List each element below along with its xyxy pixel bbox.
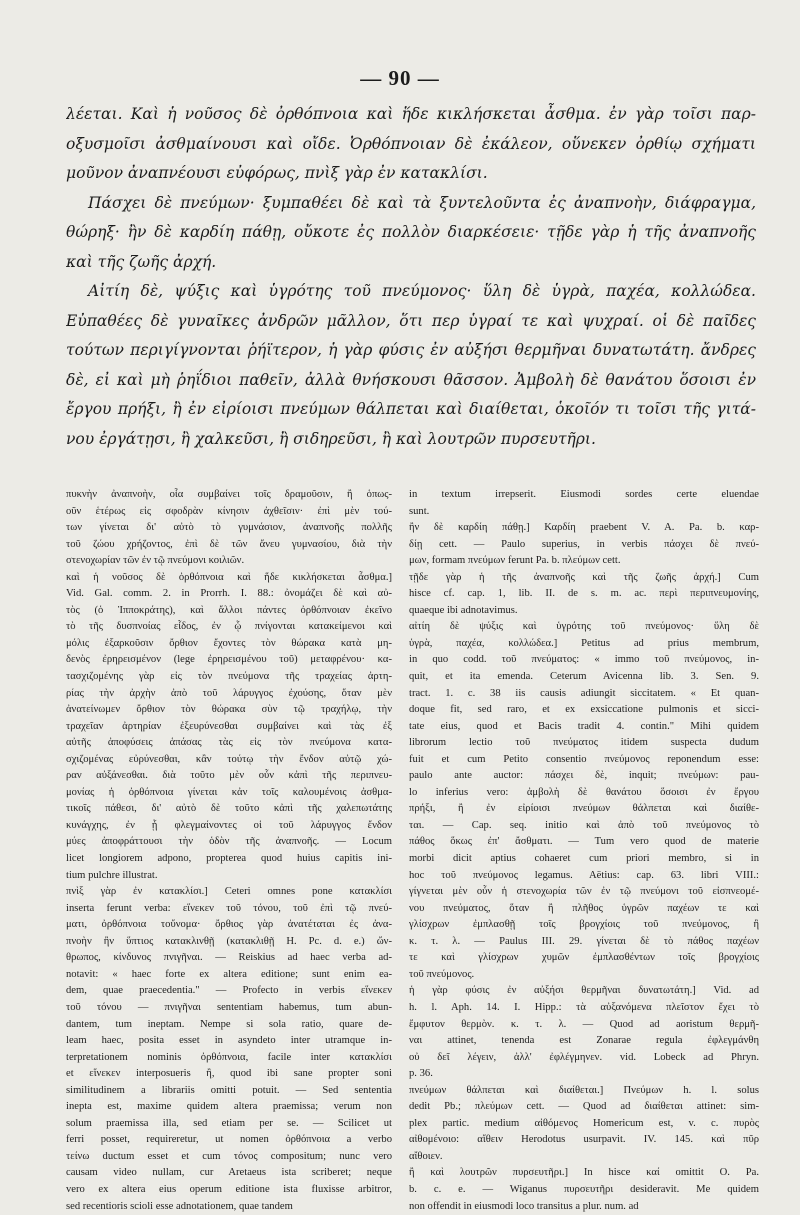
footnote-line: tract. 1. c. 38 iis causis adiungit siccitatem. « Et quan- — [409, 687, 759, 699]
footnote-line: τοῦ ζώου χρήζοντος, ἐπὶ δὲ τῶν ἄνευ γυμνασίου, διὰ τὴν — [66, 538, 392, 550]
footnote-line: Vid. Gal. comm. 2. in Prorrh. I. 88.: ὀνομάζει δὲ καὶ αὐ- — [66, 588, 392, 600]
footnote-line: notavit: « haec forte ex altera editione; sunt enim ea- — [66, 968, 392, 980]
footnote-line: dedit Pb.; πλεύμων cett. — Quod ad διαίθεται attinet: sim- — [409, 1101, 759, 1113]
footnote-line: ματι, ὀρθόπνοια τοὔνομα· ὄρθιος γὰρ ἀνατέταται ἐς ἀνα- — [66, 919, 392, 931]
footnote-line: quit, et ita emenda. Ceterum Avicenna lib. 3. Sen. 9. — [409, 671, 759, 683]
footnote-line: vero ex altera eius operum editione ista fluxisse arbitror, — [66, 1183, 392, 1195]
footnote-line: in textum irrepserit. Eiusmodi sordes certe eluendae — [409, 489, 759, 500]
footnote-line: dantem, tum ineptam. Nempe si sola ratio, quare de- — [66, 1018, 392, 1030]
footnote-line: tium pulchre illustrat. — [66, 869, 158, 881]
footnote-line: ὑγρὰ, παχέα, κολλώδεα.] Petitus ad prius membrum, — [409, 637, 759, 649]
footnote-line: μύες ἀποφράττουσι τὴν ὁδὸν τῆς ἀναπνοῆς. — Locum — [66, 836, 392, 848]
footnote-line: solum praemissa illa, sed etiam per se. — Scilicet ut — [66, 1117, 392, 1129]
footnote-line: ται. — Cap. seq. initio καὶ ἀπὸ τοῦ πνεύμονος τὸ — [409, 819, 759, 831]
footnote-line: p. 36. — [409, 1068, 433, 1080]
main-text-line: ἔργου πρήξι, ἢ ἐν εἰρίοισι πνεύμων θάλπεται καὶ διαίθεται, ὁκοῖόν τι τοῖσι τῆς γιτά- — [66, 400, 756, 418]
footnote-line: ἢ καὶ λουτρῶν πυρσευτῆρι.] In hisce καί omittit O. Pa. — [409, 1167, 759, 1179]
footnotes-right-column — [409, 487, 759, 1215]
footnote-line: licet longiorem adpono, propterea quod huius capitis ini- — [66, 853, 392, 865]
footnote-line: h. l. Aph. 14. I. Hipp.: τὰ αὐξανόμενα πλεῖστον ἔχει τὸ — [409, 1001, 759, 1013]
footnote-line: ρίας τὴν ἀρχὴν ἀπὸ τοῦ λάρυγγος ἐχούσης, ὅταν μὲν — [66, 687, 392, 699]
footnote-line: μονίας ἡ ὀρθόπνοια γίνεται κἀν τοῖς καλουμένοις ἀσθμα- — [66, 786, 392, 798]
footnote-line: τοῦ τόνου — πνιγῆναι sententiam habemus, tum abun- — [66, 1001, 392, 1013]
footnote-line: terpretationem nominis ὀρθόπνοια, facile inter κατακλίσι — [66, 1051, 392, 1063]
footnote-line: πυκνὴν ἀναπνοὴν, οἷα συμβαίνει τοῖς δραμοῦσιν, ἢ ὁπως- — [66, 489, 392, 500]
page-number: — 90 — — [360, 66, 440, 90]
main-text-line: Εὐπαθέες δὲ γυναῖκες ἀνδρῶν μᾶλλον, ὅτι περ ὑγραί τε καὶ ψυχραί. οἱ δὲ παῖδες — [66, 311, 756, 330]
footnote-line: κ. τ. λ. — Paulus III. 29. γίνεται δὲ τὸ πάθος παχέων — [409, 935, 759, 947]
footnote-line: πάθος ὅκως ἐπ' ἄσθματι. — Tum vero quod de materie — [409, 836, 759, 848]
footnote-line: ἔμφυτον θερμὸν. κ. τ. λ. — Quod ad aoristum θερμῆ- — [409, 1018, 759, 1030]
footnote-line: sed recentioris scioli esse adnotationem, quae tandem — [66, 1200, 293, 1212]
footnote-line: τικοῖς πάθεσι, δι' αὐτὸ δὲ τοῦτο κἀπὶ τῆς χαλεπωτάτης — [66, 803, 392, 815]
footnote-line: ραν αὐξάνεσθαι. διὰ τοῦτο μὲν οὖν κἀπὶ τῆς περιπνευ- — [66, 770, 392, 782]
footnote-line: δίῃ cett. — Paulo superius, in verbis πάσχει δὲ πνεύ- — [409, 538, 759, 550]
footnote-line: των γίνεται δι' αὐτὸ τὸ γυμνάσιον, ἀναπνοῆς πολλῆς — [66, 522, 392, 534]
footnote-line: inepta est, maxime quidem altera praemissa; verum non — [66, 1101, 392, 1113]
footnote-line: ἢν δὲ καρδίη πάθῃ.] Καρδίη praebent V. A. Pa. b. καρ- — [409, 522, 759, 534]
main-text-line: Πάσχει δὲ πνεύμων· ξυμπαθέει δὲ καὶ τὰ ξυντελοῦντα ἐς ἀναπνοὴν, διάφραγμα, — [88, 193, 756, 212]
footnote-line: τῇδε γὰρ ἡ τῆς ἀναπνοῆς καὶ τῆς ζωῆς ἀρχή.] Cum — [409, 571, 759, 583]
footnote-line: b. c. e. — Wiganus πυρσευτῆρι desideravit. Me quidem — [409, 1183, 759, 1195]
footnote-line: στενοχωρίαν τῶν ἐν τῷ πνεύμονι κοιλιῶν. — [66, 555, 245, 567]
footnote-line: γλίσχρων ἐμπλασθῇ τοῖς βρογχίοις τοῦ πνεύμονος, ἢ — [409, 919, 759, 931]
footnote-line: causam video nullam, cur Aretaeus ista scriberet; neque — [66, 1167, 392, 1179]
footnote-line: αἰθομένοιο: αἴθειν Herodotus usurpavit. IV. 145. καὶ πῦρ — [409, 1134, 759, 1146]
footnotes-left-column — [66, 487, 392, 1215]
footnote-line: hoc τοῦ πνεύμονος legamus. Aëtius: cap. 63. libri VIII.: — [409, 869, 759, 881]
footnote-line: paulo ante auctor: πάσχει δὲ, inquit; πνεύμων: pau- — [409, 770, 759, 782]
footnote-line: τε καὶ γλίσχρων χυμῶν ἐμπλασθέντων τοῖς βρογχίοις — [409, 952, 759, 964]
footnote-line: αἰτίη δὲ ψύξις καὶ ὑγρότης τοῦ πνεύμονος· ὕλη δὲ — [409, 621, 759, 633]
main-text-line: οξυσμοῖσι ἀσθμαίνουσι καὶ οἴδε. Ὀρθόπνοιαν δὲ ἐκάλεον, οὕνεκεν ὀρθίῳ σχήματι — [66, 134, 756, 153]
footnote-line: morbi dicit aptius cohaeret cum priori membro, si in — [409, 853, 759, 865]
footnote-line: ναι attinet, tenenda est Zonarae regula ἐφλεγμάνθη — [409, 1035, 759, 1047]
footnote-line: γίγνεται μὲν οὖν ἡ στενοχωρία τῶν ἐν τῷ πνεύμονι τοῦ εἰσπνεομέ- — [409, 886, 759, 898]
footnote-line: δενὸς ἐρηρεισμένον (lege ἐρηρεισμένου τοῦ) μεταφρένου· κα- — [66, 654, 392, 666]
footnote-line: μόλις ἐξαρκοῦσιν ὄρθιον ἔχοντες τὸν θώρακα κατὰ μη- — [66, 637, 392, 649]
footnote-line: αὐτῆς ἀποφύσεις ἁπάσας τὰς εἰς τὸν πνεύμονα κατα- — [66, 737, 392, 749]
main-text — [66, 100, 756, 454]
footnote-line: κυνάγχης, ἐν ᾗ φλεγμαίνοντες οἱ τοῦ λάρυγγος ἔνδον — [66, 819, 392, 831]
footnote-line: σχιζομένας εὐρύνεσθαι, κἂν τούτῳ τὴν ἔνδον αὐτῷ χώ- — [66, 753, 392, 765]
footnote-line: non offendit in eiusmodi loco transitus a plur. num. ad — [409, 1200, 639, 1212]
main-text-line: λέεται. Καὶ ἡ νοῦσος δὲ ὀρθόπνοια καὶ ἥδε κικλήσκεται ἆσθμα. ἐν γὰρ τοῖσι παρ- — [66, 105, 756, 123]
main-text-line: Αἰτίη δὲ, ψύξις καὶ ὑγρότης τοῦ πνεύμονος· ὕλη δὲ ὑγρὰ, παχέα, κολλώδεα. — [88, 282, 756, 300]
footnote-line: quaeque ibi adnotavimus. — [409, 604, 518, 616]
footnote-line: οὐ δεῖ λέγειν, ἀλλ' ἐφλέγμηνεν. vid. Lobeck ad Phryn. — [409, 1051, 759, 1063]
footnote-line: τασχιζομένης γὰρ εἰς τὸν πνεύμονα τῆς τραχείας ἀρτη- — [66, 671, 392, 683]
footnote-line: ἀνατείνωμεν ὄρθιον τὸν θώρακα σὺν τῷ τραχήλῳ, τὴν — [66, 704, 392, 716]
footnote-line: leam haec, posita esset in asyndeto inter utramque in- — [66, 1035, 392, 1047]
footnote-line: μων, formam πνεύμων ferunt Pa. b. πλεύμων cett. — [409, 555, 621, 567]
footnote-line: inserta ferunt verba: εἵνεκεν τοῦ τόνου, τοῦ ἐπὶ τῷ πνεύ- — [66, 902, 392, 914]
footnote-line: καὶ ἡ νοῦσος δὲ ὀρθόπνοια καὶ ἥδε κικλήσκεται ἆσθμα.] — [66, 571, 392, 583]
footnote-line: πνεύμων θάλπεται καὶ διαίθεται.] Πνεύμων h. l. solus — [409, 1084, 759, 1096]
main-text-line: θώρηξ· ἢν δὲ καρδίη πάθῃ, οὔκοτε ἐς πολλὸν διαρκέσειε· τῇδε γὰρ ἡ τῆς ἀναπνοῆς — [66, 223, 756, 241]
footnote-line: τοῦ πνεύμονος. — [409, 968, 475, 980]
footnote-line: τὸς (ὁ Ἱπποκράτης), καὶ ἄλλοι πάντες ὀρθόπνοιαν ἐκεῖνο — [66, 604, 392, 616]
footnote-line: πνοὴν ἢν ὕπτιος κατακλινθῇ (κατακλιθῇ H. Pc. d. e.) ὤν- — [66, 935, 392, 947]
footnote-line: hisce cf. cap. 1, lib. II. de s. m. ac. περὶ περιπνευμονίης, — [409, 588, 759, 600]
footnote-line: ἡ γὰρ φύσις ἐν αὐξήσι θερμῆναι δυνατωτάτη.] Vid. ad — [409, 985, 759, 997]
footnote-line: in quo codd. τοῦ πνεύματος: « immo τοῦ πνεύμονος, in- — [409, 654, 759, 666]
footnote-line: τὸ τῆς δυσπνοίας εἶδος, ἐν ᾧ πνίγονται κατακείμενοι καὶ — [66, 621, 392, 633]
footnote-line: θρωπος, κίνδυνος πνιγῆναι. — Reiskius ad haec verba ad- — [66, 952, 392, 964]
footnote-line: πνὶξ γὰρ ἐν κατακλίσι.] Ceteri omnes pone κατακλίσι — [66, 886, 392, 898]
footnote-line: τραχεῖαν ἀρτηρίαν ἐξευρύνεσθαι συμβαίνει καὶ τὰς ἐξ — [66, 720, 392, 732]
main-text-line: δὲ, εἰ καὶ μὴ ῥηΐδιοι παθεῖν, ἀλλὰ θνήσκουσι θᾶσσον. Ἀμβολὴ δὲ θανάτου ὅσοισι ἐν — [66, 370, 756, 389]
footnote-line: τείνω ductum esset et cum τόνος compositum; nunc vero — [66, 1150, 392, 1162]
main-text-line: νου ἐργάτῃσι, ἢ χαλκεῦσι, ἢ σιδηρεῦσι, ἢ καὶ λουτρῶν πυρσευτῆρι. — [66, 429, 596, 448]
footnote-line: librorum lectio τοῦ πνεύματος itidem suspecta dudum — [409, 737, 759, 749]
footnote-line: fuit et cum Petito consentio πνεύμονος reponendum esse: — [409, 753, 759, 765]
footnote-line: et εἵνεκεν interposueris ἢ, quod ibi sane propter soni — [66, 1068, 392, 1080]
main-text-line: μοῦνον ἀναπνέουσι εὐφόρως, πνὶξ γὰρ ἐν κατακλίσι. — [66, 164, 488, 182]
footnote-line: plex partic. medium αἰθόμενος Homericum est, v. c. πυρὸς — [409, 1117, 759, 1129]
footnote-line: similitudinem a librariis omitti potuit. — Sed sententia — [66, 1084, 392, 1096]
footnote-line: doque fit, sed raro, et ex exsiccatione pulmonis et sicci- — [409, 704, 759, 716]
footnote-line: νου πνεύματος, ὅταν ἢ πλῆθος ὑγρῶν παχέων τε καὶ — [409, 902, 759, 914]
footnote-line: πρήξι, ἢ ἐν εἰρίοισι πνεύμων θάλπεται καὶ διαίθε- — [409, 803, 759, 815]
footnote-line: dem, quae praecedentia." — Profecto in verbis εἵνεκεν — [66, 985, 392, 997]
main-text-line: τούτων περιγίγνονται ῥήϊτερον, ἡ γὰρ φύσις ἐν αὐξήσι θερμῆναι δυνατωτάτη. ἄνδρες — [66, 341, 756, 359]
footnote-line: tate eius, quod et Bacis tradit 4. contin." Mihi quidem — [409, 720, 759, 732]
footnote-line: ferri posset, requireretur, ut nomen ὀρθόπνοια a verbo — [66, 1134, 392, 1146]
footnote-line: sunt. — [409, 505, 430, 517]
footnote-line: οῦν ἑτέρως εἰς σφοδρὰν κίνησιν ἀχθεῖσιν· ἐπὶ μὲν τού- — [66, 505, 392, 517]
footnote-line: αἴθοιεν. — [409, 1150, 443, 1162]
footnote-line: lo inferius vero: ἀμβολὴ δὲ θανάτου ὅσοισι ἐν ἔργου — [409, 786, 759, 798]
main-text-line: καὶ τῆς ζωῆς ἀρχή. — [66, 252, 217, 271]
